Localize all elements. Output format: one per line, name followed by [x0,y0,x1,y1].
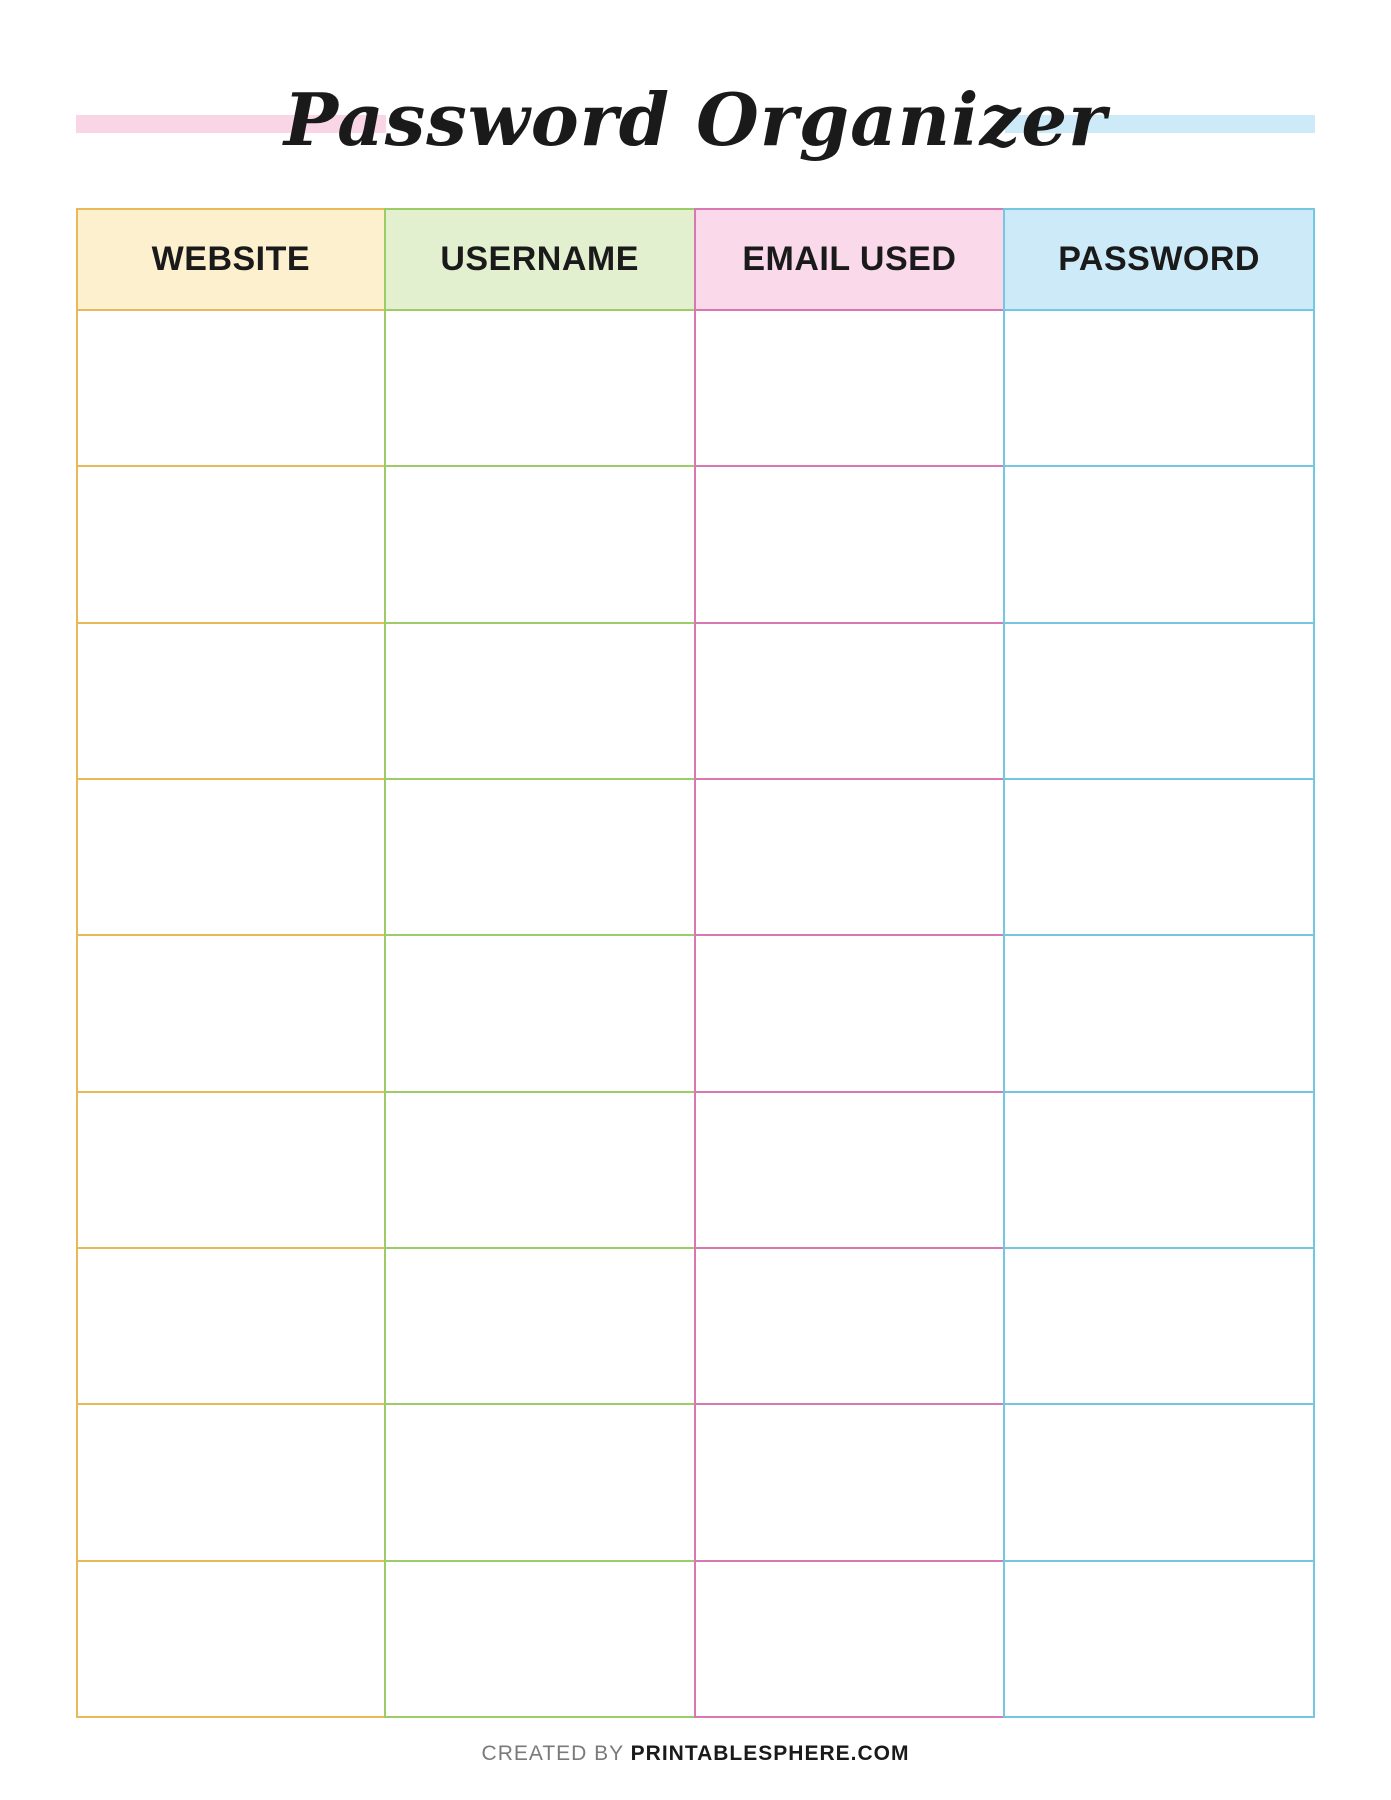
table-cell[interactable] [384,1562,696,1718]
table-cell[interactable] [694,1405,1006,1561]
table-cell[interactable] [1003,467,1315,623]
table-cell[interactable] [1003,1249,1315,1405]
table-cell[interactable] [694,624,1006,780]
column-header-website: WEBSITE [76,208,386,311]
table-cell[interactable] [76,936,386,1092]
table-cell[interactable] [76,1405,386,1561]
table-cell[interactable] [76,1562,386,1718]
title-row [76,60,1315,180]
table-cell[interactable] [694,1093,1006,1249]
column-password [1005,208,1315,1718]
page-title: Password Organizer [283,77,1108,162]
table-cell[interactable] [384,780,696,936]
table-cell[interactable] [1003,936,1315,1092]
table-cell[interactable] [694,1249,1006,1405]
password-table [76,208,1315,1718]
table-cell[interactable] [1003,624,1315,780]
table-cell[interactable] [76,1093,386,1249]
table-cell[interactable] [384,936,696,1092]
table-cell[interactable] [76,624,386,780]
table-cell[interactable] [384,467,696,623]
footer-site-link[interactable]: PRINTABLESPHERE.COM [630,1742,910,1765]
table-cell[interactable] [384,311,696,467]
footer-prefix: CREATED BY [481,1742,624,1765]
table-cell[interactable] [384,1093,696,1249]
table-cell[interactable] [76,467,386,623]
column-username [386,208,696,1718]
table-cell[interactable] [76,780,386,936]
table-cell[interactable] [384,1405,696,1561]
table-cell[interactable] [1003,1093,1315,1249]
table-cell[interactable] [384,624,696,780]
table-cell[interactable] [1003,1405,1315,1561]
column-email-used [696,208,1006,1718]
table-cell[interactable] [1003,311,1315,467]
column-header-password: PASSWORD [1003,208,1315,311]
table-cell[interactable] [1003,780,1315,936]
table-cell[interactable] [694,467,1006,623]
footer-credit [0,1742,1391,1766]
table-cell[interactable] [694,1562,1006,1718]
table-cell[interactable] [384,1249,696,1405]
table-cell[interactable] [1003,1562,1315,1718]
column-header-email-used: EMAIL USED [694,208,1006,311]
table-cell[interactable] [694,311,1006,467]
table-cell[interactable] [76,311,386,467]
table-cell[interactable] [694,780,1006,936]
table-cell[interactable] [694,936,1006,1092]
column-header-username: USERNAME [384,208,696,311]
column-website [76,208,386,1718]
table-cell[interactable] [76,1249,386,1405]
